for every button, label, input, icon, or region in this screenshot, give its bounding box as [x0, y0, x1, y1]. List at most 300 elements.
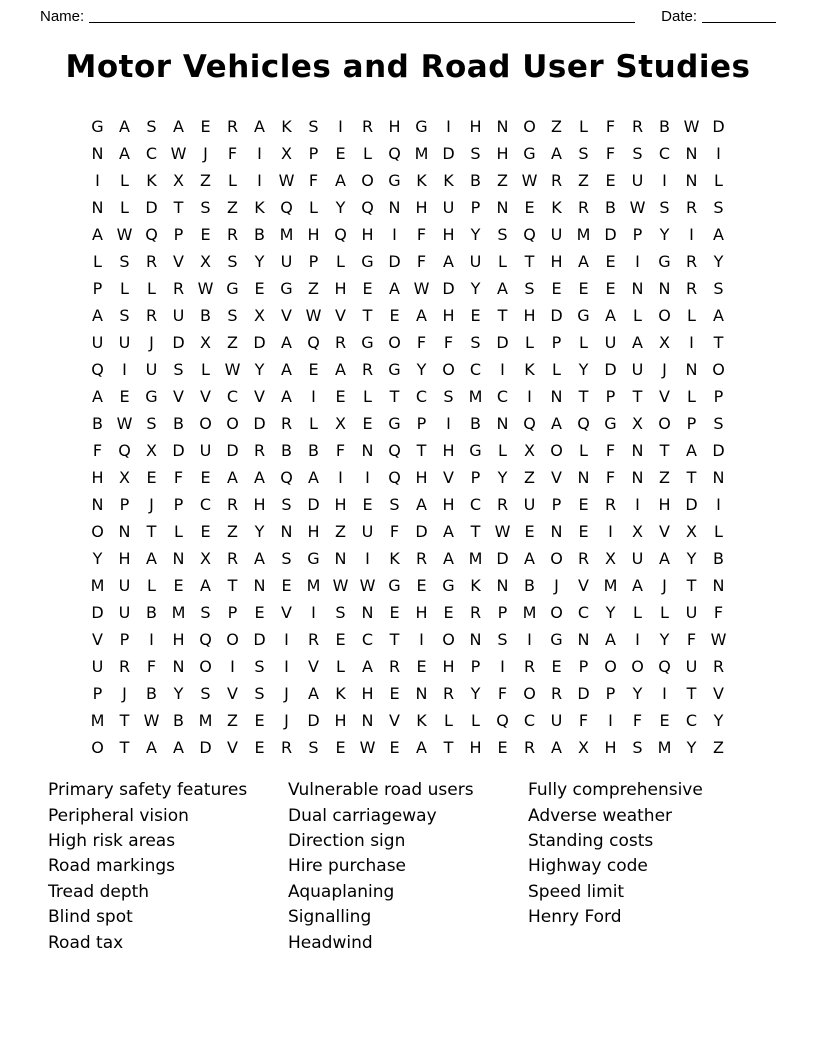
grid-letter: U [685, 603, 698, 623]
grid-row [84, 194, 732, 221]
grid-letter: U [604, 333, 617, 353]
word-list-item: Headwind [288, 932, 373, 953]
grid-letter: T [659, 441, 670, 461]
grid-letter: E [362, 495, 373, 515]
grid-letter: O [226, 630, 239, 650]
name-line [89, 8, 635, 23]
grid-letter: M [90, 711, 105, 731]
grid-letter: H [361, 225, 374, 245]
word-list-item: Henry Ford [528, 907, 622, 928]
grid-letter: I [527, 387, 532, 407]
grid-letter: J [662, 360, 667, 380]
grid-letter: U [631, 360, 644, 380]
grid-letter: R [523, 738, 536, 758]
grid-letter: A [308, 684, 319, 704]
grid-letter: J [122, 684, 127, 704]
grid-letter: B [173, 414, 184, 434]
grid-letter: V [551, 468, 562, 488]
grid-letter: W [116, 414, 133, 434]
grid-letter: S [200, 198, 211, 218]
grid-letter: Z [308, 279, 319, 299]
grid-letter: D [226, 441, 239, 461]
grid-letter: A [578, 252, 589, 272]
grid-letter: R [685, 198, 698, 218]
grid-letter: E [200, 522, 211, 542]
grid-letter: A [605, 630, 616, 650]
grid-letter: R [550, 171, 563, 191]
grid-row [84, 410, 732, 437]
puzzle-title: Motor Vehicles and Road User Studies [65, 49, 751, 85]
grid-letter: L [687, 306, 696, 326]
name-label: Name: [40, 8, 85, 25]
grid-letter: D [388, 252, 401, 272]
grid-letter: R [280, 414, 293, 434]
grid-letter: A [281, 387, 292, 407]
grid-letter: T [497, 306, 508, 326]
grid-letter: T [686, 468, 697, 488]
grid-letter: J [284, 684, 289, 704]
grid-letter: Z [227, 711, 238, 731]
grid-letter: E [254, 738, 265, 758]
grid-letter: L [714, 522, 723, 542]
grid-letter: H [307, 522, 320, 542]
grid-letter: T [119, 711, 130, 731]
grid-letter: I [635, 252, 640, 272]
grid-letter: R [685, 279, 698, 299]
grid-letter: V [227, 684, 238, 704]
grid-letter: N [361, 441, 374, 461]
grid-letter: P [119, 630, 130, 650]
grid-letter: Z [713, 738, 724, 758]
grid-letter: S [254, 657, 265, 677]
grid-letter: S [497, 630, 508, 650]
grid-letter: S [389, 495, 400, 515]
grid-letter: X [578, 738, 589, 758]
grid-letter: E [659, 711, 670, 731]
grid-letter: A [92, 387, 103, 407]
grid-letter: B [146, 684, 157, 704]
grid-letter: Y [497, 468, 508, 488]
grid-letter: B [92, 414, 103, 434]
grid-letter: E [443, 603, 454, 623]
grid-letter: E [551, 657, 562, 677]
grid-letter: P [497, 603, 508, 623]
grid-letter: F [578, 711, 589, 731]
grid-letter: M [576, 225, 591, 245]
grid-letter: B [470, 414, 481, 434]
grid-letter: H [415, 468, 428, 488]
grid-letter: U [361, 522, 374, 542]
grid-letter: H [253, 495, 266, 515]
grid-letter: N [658, 279, 671, 299]
grid-letter: P [605, 387, 616, 407]
grid-letter: C [415, 387, 428, 407]
grid-letter: G [388, 576, 401, 596]
grid-letter: N [496, 414, 509, 434]
word-list-item: Speed limit [528, 881, 625, 902]
grid-letter: T [227, 576, 238, 596]
grid-letter: A [254, 117, 265, 137]
word-list-item: Peripheral vision [48, 805, 189, 826]
grid-letter: A [416, 306, 427, 326]
word-list-item: Standing costs [528, 831, 654, 851]
grid-letter: A [605, 306, 616, 326]
grid-letter: X [605, 549, 616, 569]
grid-row [84, 275, 732, 302]
grid-letter: E [335, 144, 346, 164]
grid-letter: E [200, 468, 211, 488]
grid-row [84, 113, 732, 140]
grid-letter: U [685, 657, 698, 677]
word-list-column [528, 778, 768, 956]
grid-letter: M [171, 603, 186, 623]
grid-letter: J [554, 576, 559, 596]
grid-letter: S [308, 117, 319, 137]
grid-letter: S [713, 279, 724, 299]
grid-letter: E [200, 225, 211, 245]
grid-letter: N [91, 144, 104, 164]
grid-letter: H [334, 495, 347, 515]
grid-letter: H [442, 225, 455, 245]
grid-letter: S [173, 360, 184, 380]
word-list-item: Road markings [48, 856, 176, 877]
grid-letter: E [389, 738, 400, 758]
grid-letter: M [522, 603, 537, 623]
grid-letter: J [203, 144, 208, 164]
grid-letter: D [442, 279, 455, 299]
grid-letter: A [524, 549, 535, 569]
grid-letter: R [226, 117, 239, 137]
grid-letter: E [578, 522, 589, 542]
grid-letter: Y [470, 279, 481, 299]
grid-letter: K [416, 711, 427, 731]
grid-letter: N [577, 468, 590, 488]
grid-letter: Q [361, 198, 374, 218]
grid-letter: O [658, 306, 671, 326]
grid-letter: O [388, 333, 401, 353]
grid-letter: E [389, 684, 400, 704]
grid-letter: B [659, 117, 670, 137]
grid-letter: F [686, 630, 697, 650]
grid-row [84, 680, 732, 707]
grid-letter: G [550, 630, 563, 650]
grid-letter: Q [334, 225, 347, 245]
grid-letter: U [118, 333, 131, 353]
grid-letter: D [604, 225, 617, 245]
grid-letter: V [659, 522, 670, 542]
grid-letter: A [281, 333, 292, 353]
grid-letter: M [90, 576, 105, 596]
grid-letter: W [143, 711, 160, 731]
grid-letter: H [172, 630, 185, 650]
grid-letter: C [658, 144, 671, 164]
grid-letter: O [712, 360, 725, 380]
grid-letter: R [307, 630, 320, 650]
grid-letter: B [281, 441, 292, 461]
grid-letter: V [578, 576, 589, 596]
grid-letter: G [388, 360, 401, 380]
grid-letter: T [443, 738, 454, 758]
grid-letter: F [335, 441, 346, 461]
grid-letter: A [713, 225, 724, 245]
grid-letter: I [230, 657, 235, 677]
grid-letter: I [608, 711, 613, 731]
grid-letter: V [173, 252, 184, 272]
grid-letter: Z [227, 198, 238, 218]
grid-letter: I [122, 360, 127, 380]
grid-letter: N [91, 495, 104, 515]
grid-letter: V [389, 711, 400, 731]
grid-letter: Y [659, 630, 670, 650]
grid-letter: U [631, 549, 644, 569]
grid-letter: G [442, 576, 455, 596]
grid-letter: I [284, 630, 289, 650]
grid-letter: G [226, 279, 239, 299]
grid-letter: L [147, 576, 156, 596]
grid-letter: N [415, 684, 428, 704]
grid-letter: E [362, 414, 373, 434]
grid-letter: L [93, 252, 102, 272]
grid-letter: Y [578, 360, 589, 380]
grid-letter: T [389, 630, 400, 650]
name-date-row [40, 5, 776, 25]
grid-letter: Y [254, 252, 265, 272]
grid-letter: F [632, 711, 643, 731]
grid-letter: Z [497, 171, 508, 191]
grid-letter: E [524, 198, 535, 218]
grid-letter: N [496, 576, 509, 596]
grid-letter: T [632, 387, 643, 407]
grid-letter: H [334, 279, 347, 299]
grid-letter: A [173, 738, 184, 758]
grid-letter: L [120, 279, 129, 299]
grid-letter: H [442, 441, 455, 461]
grid-letter: P [119, 495, 130, 515]
grid-letter: O [604, 657, 617, 677]
grid-letter: K [443, 171, 454, 191]
grid-letter: Y [686, 738, 697, 758]
grid-letter: M [468, 387, 483, 407]
grid-letter: R [631, 117, 644, 137]
grid-letter: R [226, 549, 239, 569]
grid-letter: O [631, 657, 644, 677]
grid-letter: F [92, 441, 103, 461]
grid-letter: L [120, 198, 129, 218]
grid-letter: I [500, 360, 505, 380]
grid-letter: D [712, 117, 725, 137]
grid-letter: S [470, 333, 481, 353]
grid-letter: N [469, 630, 482, 650]
grid-letter: H [469, 117, 482, 137]
grid-letter: A [335, 171, 346, 191]
grid-letter: S [227, 252, 238, 272]
grid-letter: E [119, 387, 130, 407]
grid-row [84, 329, 732, 356]
grid-letter: U [442, 198, 455, 218]
grid-letter: L [309, 414, 318, 434]
grid-letter: H [550, 252, 563, 272]
grid-letter: E [200, 117, 211, 137]
grid-letter: D [253, 630, 266, 650]
grid-letter: I [527, 630, 532, 650]
grid-letter: Q [199, 630, 212, 650]
grid-letter: Z [227, 522, 238, 542]
grid-letter: O [523, 684, 536, 704]
grid-letter: A [551, 738, 562, 758]
grid-letter: V [659, 387, 670, 407]
wordsearch-grid [84, 113, 732, 761]
grid-letter: U [550, 225, 563, 245]
grid-letter: D [307, 495, 320, 515]
grid-letter: X [335, 414, 346, 434]
grid-letter: I [635, 495, 640, 515]
grid-letter: E [254, 603, 265, 623]
grid-letter: M [603, 576, 618, 596]
grid-letter: H [496, 144, 509, 164]
grid-letter: P [308, 144, 319, 164]
grid-letter: D [253, 414, 266, 434]
grid-letter: D [550, 306, 563, 326]
word-list-item: Fully comprehensive [528, 780, 703, 801]
grid-row [84, 383, 732, 410]
grid-letter: D [577, 684, 590, 704]
word-list-item: Road tax [48, 932, 124, 953]
grid-letter: X [119, 468, 130, 488]
word-list-item: Hire purchase [288, 856, 407, 877]
grid-letter: H [442, 306, 455, 326]
grid-letter: C [496, 387, 509, 407]
grid-letter: A [308, 468, 319, 488]
grid-letter: Q [523, 414, 536, 434]
grid-letter: T [416, 441, 427, 461]
grid-letter: H [442, 495, 455, 515]
grid-letter: I [257, 171, 262, 191]
grid-letter: W [332, 576, 349, 596]
grid-letter: F [605, 468, 616, 488]
word-list-item: Vulnerable road users [288, 780, 474, 801]
grid-letter: C [469, 360, 482, 380]
grid-letter: A [443, 252, 454, 272]
grid-letter: B [524, 576, 535, 596]
grid-letter: P [92, 279, 103, 299]
grid-letter: A [119, 117, 130, 137]
grid-letter: U [118, 603, 131, 623]
grid-letter: L [444, 711, 453, 731]
grid-letter: C [361, 630, 374, 650]
grid-letter: L [336, 657, 345, 677]
grid-letter: Q [307, 333, 320, 353]
grid-letter: N [550, 387, 563, 407]
grid-letter: D [172, 333, 185, 353]
grid-letter: F [416, 225, 427, 245]
grid-letter: Z [227, 333, 238, 353]
grid-letter: S [146, 117, 157, 137]
grid-letter: S [632, 144, 643, 164]
grid-row [84, 734, 732, 761]
grid-letter: X [686, 522, 697, 542]
grid-letter: D [442, 144, 455, 164]
grid-letter: P [173, 225, 184, 245]
grid-letter: B [173, 711, 184, 731]
grid-letter: O [523, 117, 536, 137]
grid-letter: R [334, 333, 347, 353]
grid-letter: S [254, 684, 265, 704]
grid-letter: P [632, 225, 643, 245]
grid-letter: L [120, 171, 129, 191]
grid-letter: A [416, 738, 427, 758]
grid-letter: D [604, 360, 617, 380]
grid-letter: V [308, 657, 319, 677]
grid-letter: D [253, 333, 266, 353]
grid-letter: G [415, 117, 428, 137]
grid-letter: Z [551, 117, 562, 137]
grid-letter: J [284, 711, 289, 731]
grid-letter: L [363, 387, 372, 407]
grid-letter: I [95, 171, 100, 191]
grid-letter: W [710, 630, 727, 650]
grid-letter: D [685, 495, 698, 515]
grid-letter: K [551, 198, 562, 218]
grid-letter: F [443, 333, 454, 353]
grid-letter: U [91, 333, 104, 353]
grid-letter: K [281, 117, 292, 137]
grid-letter: S [119, 306, 130, 326]
grid-letter: P [173, 495, 184, 515]
grid-letter: F [308, 171, 319, 191]
grid-letter: L [498, 252, 507, 272]
grid-letter: O [199, 657, 212, 677]
grid-letter: W [521, 171, 538, 191]
grid-letter: M [306, 576, 321, 596]
grid-letter: Q [388, 144, 401, 164]
grid-letter: E [605, 252, 616, 272]
grid-letter: P [713, 387, 724, 407]
grid-letter: N [496, 198, 509, 218]
word-list-item: Tread depth [48, 881, 150, 902]
grid-letter: N [631, 441, 644, 461]
grid-letter: Y [416, 360, 427, 380]
grid-letter: V [200, 387, 211, 407]
grid-letter: V [281, 603, 292, 623]
grid-row [84, 491, 732, 518]
grid-letter: N [253, 576, 266, 596]
grid-letter: H [388, 117, 401, 137]
grid-letter: R [118, 657, 131, 677]
grid-letter: L [336, 252, 345, 272]
grid-letter: L [147, 279, 156, 299]
word-list-column [48, 778, 288, 956]
grid-letter: S [200, 603, 211, 623]
grid-letter: P [605, 684, 616, 704]
grid-letter: D [307, 711, 320, 731]
grid-row [84, 572, 732, 599]
grid-letter: I [257, 144, 262, 164]
grid-row [84, 221, 732, 248]
grid-letter: V [443, 468, 454, 488]
grid-letter: I [689, 333, 694, 353]
grid-letter: P [470, 198, 481, 218]
grid-letter: E [470, 306, 481, 326]
grid-letter: O [442, 630, 455, 650]
grid-letter: S [281, 495, 292, 515]
grid-letter: V [173, 387, 184, 407]
grid-letter: L [471, 711, 480, 731]
grid-letter: X [254, 306, 265, 326]
grid-letter: Z [200, 171, 211, 191]
word-list-item: Blind spot [48, 907, 133, 928]
grid-letter: Z [524, 468, 535, 488]
grid-letter: C [469, 495, 482, 515]
